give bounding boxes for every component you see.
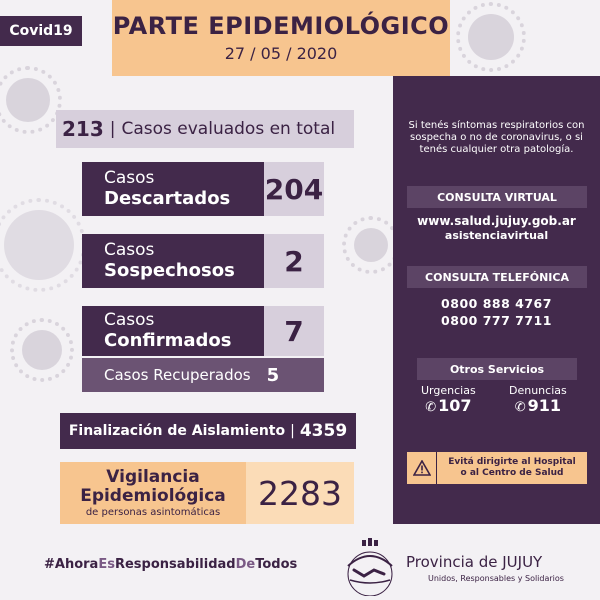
virtual-path-link[interactable]: asistenciavirtual [444,229,549,242]
warning-icon [407,452,437,484]
recuperados-label: Casos Recuperados [104,366,251,384]
denuncias-number: 911 [527,396,562,415]
virus-icon [6,78,50,122]
symptoms-info: Si tenés síntomas respiratorios con sospecha o no de coronavirus, o si tenés cualquier otra patología. [408,120,585,155]
virus-icon [22,330,62,370]
descartados-top: Casos [104,168,155,188]
confirmados-bottom: Confirmados [104,330,232,351]
covid-tag: Covid19 [0,16,82,46]
vigilancia-subtitle: de personas asintomáticas [85,506,221,518]
total-cases-value: 213 [62,117,104,141]
vigilancia-value: 2283 [246,462,354,524]
urgencias-service[interactable] [421,384,476,417]
warning-line1: Evitá dirigirte al Hospital [448,457,576,467]
warning-line2: o al Centro de Salud [460,468,564,478]
virus-icon [468,14,514,60]
sospechosos-label [82,234,264,288]
denuncias-service[interactable] [509,384,567,417]
phone-icon: ✆ [514,400,526,415]
report-date: 27 / 05 / 2020 [224,44,338,63]
sospechosos-bottom: Sospechosos [104,260,235,281]
sospechosos-top: Casos [104,240,155,260]
vigilancia-line2: Epidemiológica [80,485,226,506]
total-cases-box [56,110,354,148]
aislamiento-separator: | [290,423,295,439]
province-name: Provincia de JUJUY [406,553,543,571]
warning-box [407,452,587,484]
total-separator: | [109,119,116,139]
phone-number-1[interactable]: 0800 888 4767 [441,296,552,311]
virus-icon [354,228,388,262]
urgencias-label: Urgencias [421,384,476,397]
phone-icon: ✆ [425,400,437,415]
urgencias-number: 107 [438,396,472,415]
province-slogan: Unidos, Responsables y Solidarios [428,574,564,583]
vigilancia-line1: Vigilancia [106,466,200,487]
aislamiento-box [60,413,356,449]
descartados-label [82,162,264,216]
recuperados-value: 5 [266,364,280,386]
virtual-title: CONSULTA VIRTUAL [407,186,587,208]
descartados-value: 204 [264,162,324,216]
services-title: Otros Servicios [417,358,577,380]
info-panel [393,76,600,524]
descartados-bottom: Descartados [104,188,231,209]
confirmados-value: 7 [264,306,324,356]
phone-number-2[interactable]: 0800 777 7711 [441,313,552,328]
denuncias-label: Denuncias [509,384,567,397]
vigilancia-label [60,462,246,524]
page-title: PARTE EPIDEMIOLÓGICO [112,12,450,40]
hashtag: #AhoraEsResponsabilidadDeTodos [44,557,298,572]
total-cases-label: Casos evaluados en total [121,119,336,139]
aislamiento-value: 4359 [299,421,348,441]
virus-icon [4,210,74,280]
virtual-url-link[interactable]: www.salud.jujuy.gob.ar [417,214,576,228]
sospechosos-value: 2 [264,234,324,288]
handshake-logo-icon [340,536,400,596]
header-box [112,0,450,76]
recuperados-box [82,358,324,392]
confirmados-label [82,306,264,356]
phone-title: CONSULTA TELEFÓNICA [407,266,587,288]
confirmados-top: Casos [104,310,155,330]
aislamiento-label: Finalización de Aislamiento [68,423,286,439]
